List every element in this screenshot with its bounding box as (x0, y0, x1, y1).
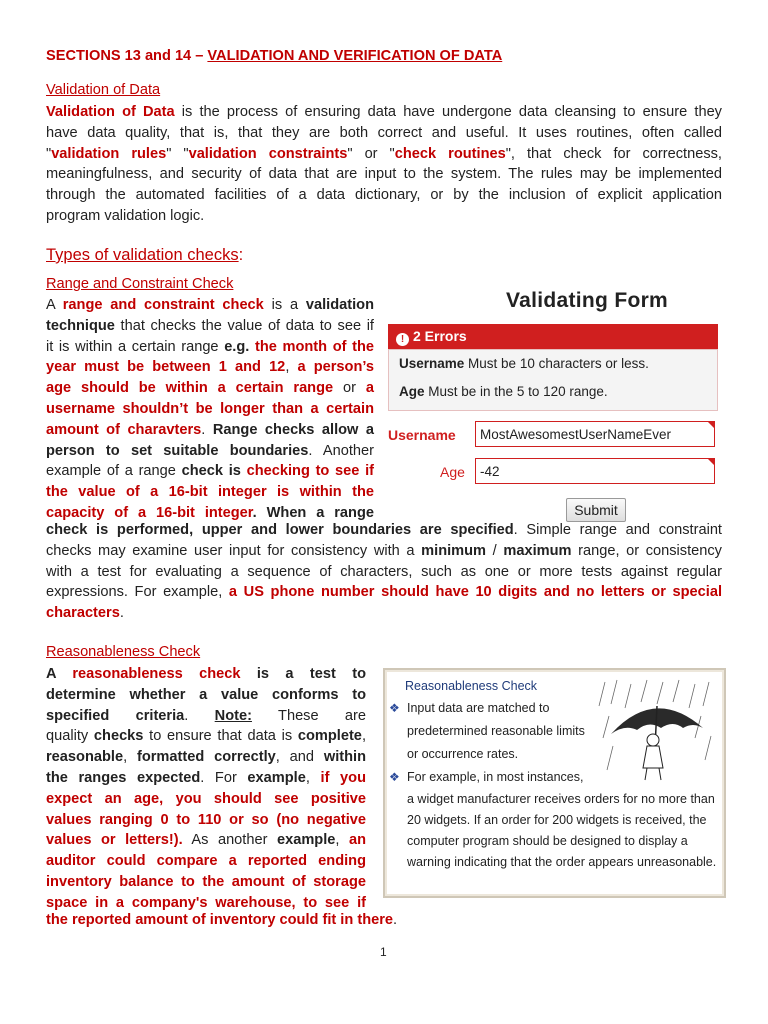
username-field[interactable]: MostAwesomestUserNameEver (475, 421, 715, 447)
types-heading: Types of validation checks: (46, 246, 244, 264)
page-title (46, 48, 502, 64)
validating-form-figure (384, 287, 724, 523)
page-number: 1 (380, 945, 387, 959)
reasonableness-last-line: the reported amount of inventory could fit in there. (46, 912, 398, 928)
username-label: Username (388, 427, 456, 443)
range-paragraph-full: check is performed, upper and lower boundaries are specified. Simple range and constraint checks may examine user input for consistency with a minimum / maximum range, or consistency with a test for evaluating a sequence of characters, such as one or more tests against regular expressions. For example, a US phone number should have 10 digits and no letters or special characters. (46, 522, 723, 622)
range-paragraph-left: A range and constraint check is a validation technique that checks the value of data to see if it is within a certain range e.g. the month of the year must be between 1 and 12, a person’s age should be within a certain range or a username shouldn’t be longer than a certain amount of charavters. Range checks allow a person to set suitable boundaries. Another example of a range check is checking to see if the value of a 16-bit integer is within the capacity of a 16-bit integer. When a range (46, 297, 375, 521)
error-item-age: Age Must be in the 5 to 120 range. (399, 384, 608, 399)
figure-title: Reasonableness Check (405, 679, 538, 693)
error-item-username: Username Must be 10 characters or less. (399, 356, 649, 371)
validation-subhead: Validation of Data (46, 82, 161, 98)
range-subhead: Range and Constraint Check (46, 276, 234, 292)
error-summary-bar (388, 324, 718, 349)
reasonableness-paragraph: A reasonableness check is a test to determine whether a value conforms to specified criteria. Note: These are quality checks to ensure that data is complete, reasonable, formatted correctly, and within the ranges expected. For example, if you expect an age, you should see positive values ranging 0 to 110 or so (no negative values or letters!). As another example, an auditor could compare a reported ending inventory balance to the amount of storage space in a company's warehouse, to see if (46, 666, 367, 911)
diamond-bullet-icon: ❖ (389, 701, 400, 715)
submit-button[interactable]: Submit (566, 498, 626, 522)
umbrella-rain-illustration (597, 676, 717, 786)
validation-paragraph: Validation of Data is the process of ensuring data have undergone data cleansing to ensure they have data quality, that is, that they are both correct and useful. It uses routines, often called "validation rules" "validation constraints" or "check routines", that check for correctness, meaningfulness, and security of data that are input to the system. The rules may be implemented through the automated facilities of a data dictionary, or by the inclusion of explicit application program validation logic. (46, 104, 722, 224)
age-field[interactable]: -42 (475, 458, 715, 484)
form-title: Validating Form (506, 289, 669, 312)
error-count: 2 Errors (413, 328, 467, 344)
reasonableness-subhead: Reasonableness Check (46, 644, 201, 660)
error-list (388, 349, 718, 411)
diamond-bullet-icon: ❖ (389, 770, 400, 784)
alert-icon: ! (396, 333, 409, 346)
title-prefix: SECTIONS 13 and 14 – (46, 48, 208, 64)
title-main: VALIDATION AND VERIFICATION OF DATA (207, 48, 503, 64)
reasonableness-figure: Reasonableness Check ❖ Input data are matched to predetermined reasonable limits or occurrence rates. ❖ For example, in most instances, a widget manufacturer receives orders for no more than 20 widgets. If an order for 200 widgets is received, the computer program should be designed to display a warning indicating that the order appears unreasonable. (383, 668, 726, 898)
age-label: Age (440, 464, 465, 480)
